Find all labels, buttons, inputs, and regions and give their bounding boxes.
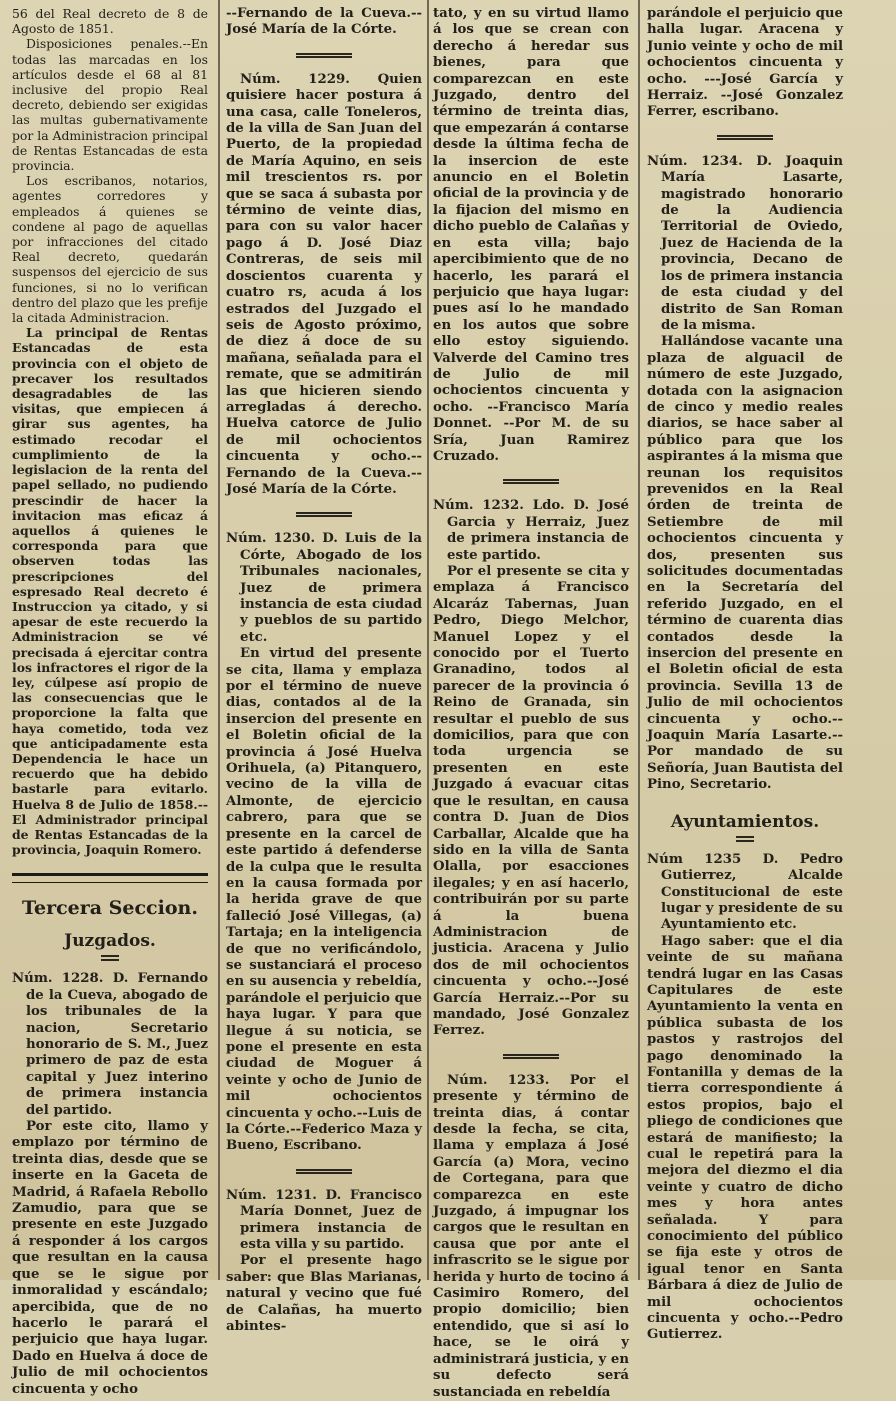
ornament-rule: [101, 955, 119, 961]
subsection-title: Ayuntamientos.: [670, 811, 820, 832]
subsection-title: Juzgados.: [64, 931, 156, 952]
notice-body: [433, 1073, 629, 1401]
section-title: Tercera Seccion.: [22, 897, 198, 920]
notice-body: [226, 72, 422, 499]
notice-heading-text: D. Pedro Gutierrez, Alcalde Constitucional de este lugar y presidente de su Ayuntamiento etc.: [661, 851, 843, 933]
notice-body: Por el presente hago saber: que Blas Marianas, natural y vecino que fué de Calañas, ha muerto abintes-: [226, 1253, 422, 1335]
notice-heading-text: D. Joaquin María Lasarte, magistrado honorario de la Audiencia Territorial de Oviedo, Juez de Hacienda de la provincia, Decano de los de primera instancia de esta ciudad y del distrito de San Roman de la misma.: [661, 153, 843, 333]
notice-number: Núm. 1228.: [12, 971, 104, 987]
column-4: [647, 6, 844, 1343]
ornament-rule: [736, 836, 754, 842]
notice-heading-text: Ldo. D. José Garcia y Herraiz, Juez de primera instancia de este partido.: [447, 498, 629, 563]
notice-text: Por el presente y término de treinta dias, á contar desde la fecha, se cita, llama y emplaza á José García (a) Mora, vecino de Cortegana, para que comparezca en este Juzgado, á impugnar los cargos que le resultan en causa que por ante el infrascrito se le sigue por herida y hurto de tocino á Casimiro Romero, del propio domicilio; bien entendido, que si así lo hace, se le oirá y administrará justicia, y en su defecto será sustanciada en rebeldía: [433, 1072, 629, 1400]
column-3: [433, 6, 630, 1400]
notice-heading: [226, 1188, 422, 1254]
notice-number: Núm. 1229.: [240, 71, 350, 87]
notice-body: Hallándose vacante una plaza de alguacil de número de este Juzgado, dotada con la asignacion de cinco y medio reales diarios, se hace saber al público para que los aspirantes á la misma que reunan los requisitos prevenidos en la Real órden de treinta de Setiembre de mil ochocientos cincuenta y dos, presenten sus solicitudes documentadas en la Secretaría del referido Juzgado, en el término de cuarenta dias contados desde la insercion del presente en el Boletin oficial de esta provincia. Sevilla 13 de Julio de mil ochocientos cincuenta y ocho.--Joaquin María Lasarte.--Por mandado de su Señoría, Juan Bautista del Pino, Secretario.: [647, 334, 843, 793]
ornament-rule: [296, 53, 352, 58]
notice-number: Núm 1235: [647, 851, 742, 867]
notice-heading-text: D. Fernando de la Cueva, abogado de los tribunales de la nacion, Secretario honorario de S. M., Juez primero de paz de esta capital y Juez interino de primera instancia del partido.: [26, 971, 208, 1118]
paragraph: Disposiciones penales.--En todas las marcadas en los artículos desde el 68 al 81 inclusive del propio Real decreto, debiendo ser exigidas las multas gubernativamente por la Administracion principal de Rentas Estancadas de esta provincia.: [12, 36, 208, 174]
paragraph: --Fernando de la Cueva.--José María de la Córte.: [226, 6, 422, 38]
ornament-rule: [296, 512, 352, 517]
notice-number: Núm. 1230.: [226, 531, 316, 547]
paragraph: La principal de Rentas Estancadas de esta provincia con el objeto de precaver los resultados desagradables de las visitas, que empiecen á girar sus agentes, ha estimado recodar el cumplimiento de la legislacion de la renta del papel sellado, no pudiendo prescindir de hacer la invitacion mas eficaz á aquellos á quienes le corresponda para que observen todas las prescripciones del espresado Real decreto é Instruccion ya citado, y si apesar de este recuerdo la Administracion se vé precisada á ejercitar contra los infractores el rigor de la ley, cúlpese así propio de las consecuencias que le proporcione la falta que haya cometido, toda vez que anticipadamente esta Dependencia le hace un recuerdo que ha debido bastarle para evitarlo. Huelva 8 de Julio de 1858.--El Administrador principal de Rentas Estancadas de la provincia, Joaquin Romero.: [12, 325, 208, 858]
notice-text: Quien quisiere hacer postura á una casa, calle Toneleros, de la villa de San Juan del Puerto, de la propiedad de María Aquino, en seis mil trescientos rs. por que se saca á subasta por término de veinte dias, para con su valor hacer pago á D. José Diaz Contreras, de seis mil doscientos cuarenta y cuatro rs, acuda á los estrados del Juzgado el seis de Agosto próximo, de diez á doce de su mañana, señalada para el remate, que se admitirán las que hicieren siendo arregladas á derecho. Huelva catorce de Julio de mil ochocientos cincuenta y ocho.--Fernando de la Cueva.--José María de la Córte.: [226, 71, 422, 497]
ornament-rule: [717, 135, 773, 140]
notice-number: Núm. 1234.: [647, 153, 743, 169]
notice-heading: [12, 971, 208, 1119]
notice-heading: [226, 531, 422, 646]
paragraph: tato, y en su virtud llamo á los que se crean con derecho á heredar sus bienes, para que comparezcan en este Juzgado, dentro del término de treinta dias, que empezarán á contarse desde la última fecha de la insercion de este anuncio en el Boletin oficial de la provincia y de la fijacion del mismo en dicho pueblo de Calañas y en esta villa; bajo apercibimiento que de no hacerlo, les parará el perjuicio que haya lugar: pues así lo he mandado en los autos que sobre ello estoy siguiendo. Valverde del Camino tres de Julio de mil ochocientos cincuenta y ocho. --Francisco María Donnet. --Por M. de su Sría, Juan Ramirez Cruzado.: [433, 6, 630, 464]
ornament-rule: [296, 1169, 352, 1174]
notice-number: Núm. 1233.: [447, 1072, 550, 1088]
column-divider: [218, 0, 220, 1280]
ornament-rule: [503, 479, 559, 484]
ornament-rule: [503, 1054, 559, 1059]
notice-heading: [433, 498, 629, 564]
column-divider: [427, 0, 429, 1280]
notice-heading: [647, 852, 843, 934]
notice-heading-text: D. Francisco María Donnet, Juez de primera instancia de esta villa y su partido.: [240, 1187, 422, 1253]
notice-heading: [647, 154, 843, 334]
notice-heading-text: D. Luis de la Córte, Abogado de los Tribunales nacionales, Juez de primera instancia de esta ciudad y pueblos de su partido etc.: [240, 531, 422, 645]
column-1: [12, 6, 208, 1397]
paragraph: Los escribanos, notarios, agentes corredores y empleados á quienes se condene al pago de aquellas por infracciones del citado Real decreto, quedarán suspensos del ejercicio de sus funciones, si no lo verifican dentro del plazo que les prefije la citada Administracion.: [12, 173, 208, 326]
notice-body: Por el presente se cita y emplaza á Francisco Alcaráz Tabernas, Juan Pedro, Diego Melchor, Manuel Lopez y el conocido por el Tuerto Granadino, todos al parecer de la provincia ó Reino de Granada, sin resultar el pueblo de sus domicilios, para que con toda urgencia se presenten en este Juzgado á evacuar citas que le resultan, en causa contra D. Juan de Dios Carballar, Alcalde que ha sido en la villa de Santa Olalla, por esacciones ilegales; y en así hacerlo, contribuirán por su parte á la buena Administracion de justicia. Aracena y Julio dos de mil ochocientos cincuenta y ocho.--José García Herraiz.--Por su mandado, José Gonzalez Ferrez.: [433, 564, 629, 1039]
paragraph: parándole el perjuicio que halla lugar. Aracena y Junio veinte y ocho de mil ochocientos cincuenta y ocho. ---José García y Herraiz. --José Gonzalez Ferrer, escribano.: [647, 6, 844, 120]
column-divider: [638, 0, 640, 1280]
notice-body: En virtud del presente se cita, llama y emplaza por el término de nueve dias, contados al de la insercion del presente en el Boletin oficial de la provincia á José Huelva Orihuela, (a) Pitanquero, vecino de la villa de Almonte, de ejercicio cabrero, para que se presente en la carcel de este partido á defenderse de la culpa que le resulta en la causa formada por la herida grave de que falleció José Villegas, (a) Tartaja; en la inteligencia de que no verificándolo, se sustanciará el proceso en su ausencia y rebeldía, parándole el perjuicio que haya lugar. Y para que llegue á su noticia, se pone el presente en esta ciudad de Moguer á veinte y ocho de Junio de mil ochocientos cincuenta y ocho.--Luis de la Córte.--Federico Maza y Bueno, Escribano.: [226, 646, 423, 1154]
section-rule: [12, 873, 208, 883]
column-2: [226, 6, 423, 1335]
notice-body: Por este cito, llamo y emplazo por término de treinta dias, desde que se inserte en la Gaceta de Madrid, á Rafaela Rebollo Zamudio, para que se presente en este Juzgado á responder á los cargos que resultan en la causa que se le sigue por inmoralidad y escándalo; apercibida, que de no hacerlo le parará el perjuicio que haya lugar. Dado en Huelva á doce de Julio de mil ochocientos cincuenta y ocho: [12, 1119, 208, 1397]
notice-number: Núm. 1231.: [226, 1187, 317, 1203]
paragraph: 56 del Real decreto de 8 de Agosto de 1851.: [12, 6, 208, 37]
notice-body: Hago saber: que el dia veinte de su mañana tendrá lugar en las Casas Capitulares de este Ayuntamiento la venta en pública subasta de los pastos y rastrojos del pago denominado la Fontanilla y demas de la tierra correspondiente á estos propios, bajo el pliego de condiciones que estará de manifiesto; la cual le repetirá para la mejora del diezmo el dia veinte y cuatro de dicho mes y hora antes señalada. Y para conocimiento del público se fija este y otros de igual tenor en Santa Bárbara á diez de Julio de mil ochocientos cincuenta y ocho.--Pedro Gutierrez.: [647, 933, 843, 1343]
notice-number: Núm. 1232.: [433, 498, 524, 514]
